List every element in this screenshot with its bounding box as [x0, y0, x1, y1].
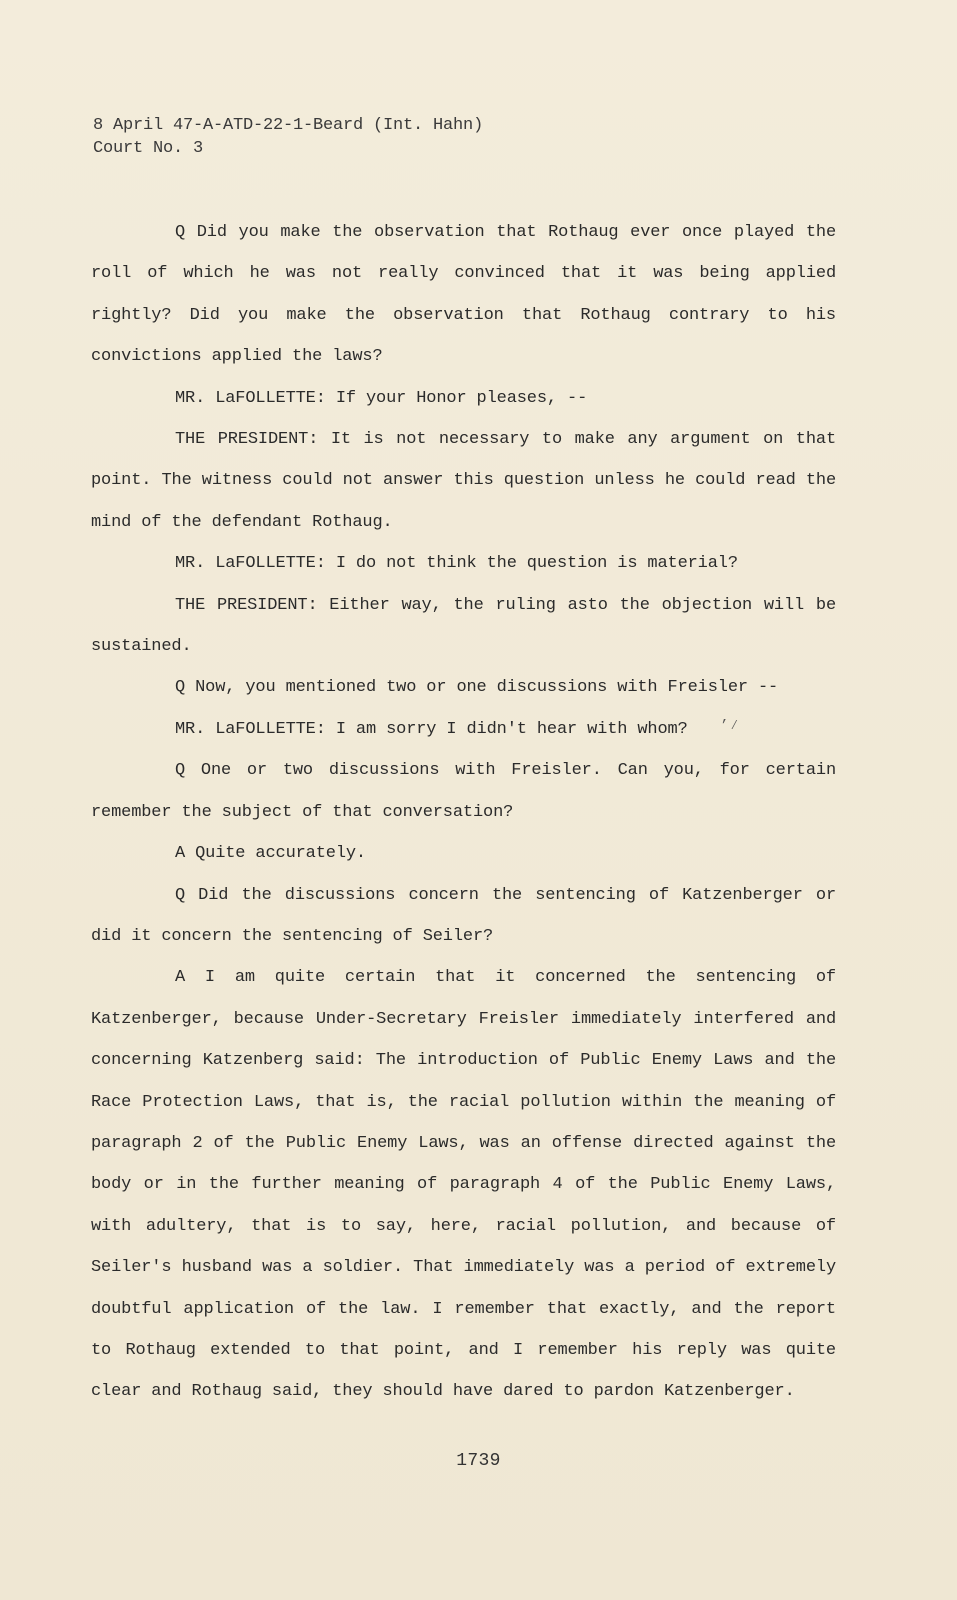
transcript-paragraph-lafollette-objection: MR. LaFOLLETTE: If your Honor pleases, --: [175, 388, 588, 408]
header-line-court: Court No. 3: [93, 139, 204, 158]
pencil-tick-mark: ’ ⁄: [720, 718, 739, 734]
transcript-body: [91, 212, 836, 1413]
page-number: 1739: [456, 1451, 501, 1471]
transcript-paragraph-president-sustained: THE PRESIDENT: Either way, the ruling asto the objection will be sustained.: [91, 595, 836, 657]
transcript-paragraph-question-sentencing: Q Did the discussions concern the sentencing of Katzenberger or did it concern the sentencing of Seiler?: [91, 885, 836, 946]
transcript-paragraph-president-ruling: THE PRESIDENT: It is not necessary to make any argument on that point. The witness could not answer this question unless he could read the mind of the defendant Rothaug.: [91, 430, 836, 532]
transcript-paragraph-question-discussions: Q Now, you mentioned two or one discussions with Freisler --: [175, 678, 779, 698]
header-line-date-reference: 8 April 47-A-ATD-22-1-Beard (Int. Hahn): [93, 116, 484, 135]
transcript-paragraph-lafollette-material: MR. LaFOLLETTE: I do not think the question is material?: [175, 554, 738, 574]
transcript-paragraph-question-conviction: Q Did you make the observation that Rothaug ever once played the roll of which he was not really convinced that it was being applied rightly? Did you make the observation that Rothaug contrary to his convictions applied the laws?: [91, 223, 836, 367]
transcript-paragraph-answer-accurately: A Quite accurately.: [175, 844, 366, 864]
document-header: [93, 114, 483, 160]
transcript-paragraph-lafollette-whom: MR. LaFOLLETTE: I am sorry I didn't hear with whom?: [175, 719, 688, 739]
transcript-paragraph-answer-katzenberger: A I am quite certain that it concerned the sentencing of Katzenberger, because Under-Secretary Freisler immediately interfered and concerning Katzenberg said: The introduction of Public Enemy Laws and the Race Protection Laws, that is, the racial pollution within the meaning of paragraph 2 of the Public Enemy Laws, was an offense directed against the body or in the further meaning of paragraph 4 of the Public Enemy Laws, with adultery, that is to say, here, racial pollution, and because of Seiler's husband was a soldier. That immediately was a period of extremely doubtful application of the law. I remember that exactly, and the report to Rothaug extended to that point, and I remember his reply was quite clear and Rothaug said, they should have dared to pardon Katzenberger.: [91, 968, 836, 1402]
transcript-paragraph-question-subject: Q One or two discussions with Freisler. Can you, for certain remember the subject of that conversation?: [91, 761, 836, 822]
